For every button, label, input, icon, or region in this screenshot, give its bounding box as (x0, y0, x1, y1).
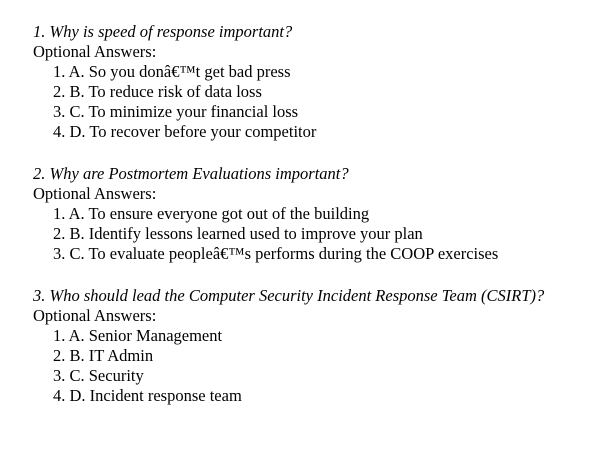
answer-item: 1. A. So you donâ€™t get bad press (53, 62, 291, 81)
answer-item: 3. C. To evaluate peopleâ€™s performs during the COOP exercises (53, 244, 499, 263)
answer-item: 2. B. To reduce risk of data loss (53, 82, 262, 101)
answer-item: 4. D. Incident response team (53, 386, 242, 405)
question-block-3 (33, 286, 598, 406)
question-text: 1. Why is speed of response important? (33, 22, 293, 41)
question-text: 3. Who should lead the Computer Security Incident Response Team (CSIRT)? (33, 286, 545, 305)
question-block-1 (33, 22, 598, 142)
answer-list (33, 62, 598, 142)
question-block-2 (33, 164, 598, 264)
answer-list (33, 326, 598, 406)
answer-item: 3. C. Security (53, 366, 144, 385)
answer-item: 1. A. Senior Management (53, 326, 223, 345)
answer-item: 4. D. To recover before your competitor (53, 122, 317, 141)
answer-item: 1. A. To ensure everyone got out of the building (53, 204, 370, 223)
answer-item: 3. C. To minimize your financial loss (53, 102, 299, 121)
document (33, 22, 598, 428)
optional-answers-label: Optional Answers: (33, 42, 157, 61)
answer-list (33, 204, 598, 264)
optional-answers-label: Optional Answers: (33, 184, 157, 203)
answer-item: 2. B. IT Admin (53, 346, 154, 365)
answer-item: 2. B. Identify lessons learned used to improve your plan (53, 224, 423, 243)
question-text: 2. Why are Postmortem Evaluations important? (33, 164, 349, 183)
optional-answers-label: Optional Answers: (33, 306, 157, 325)
